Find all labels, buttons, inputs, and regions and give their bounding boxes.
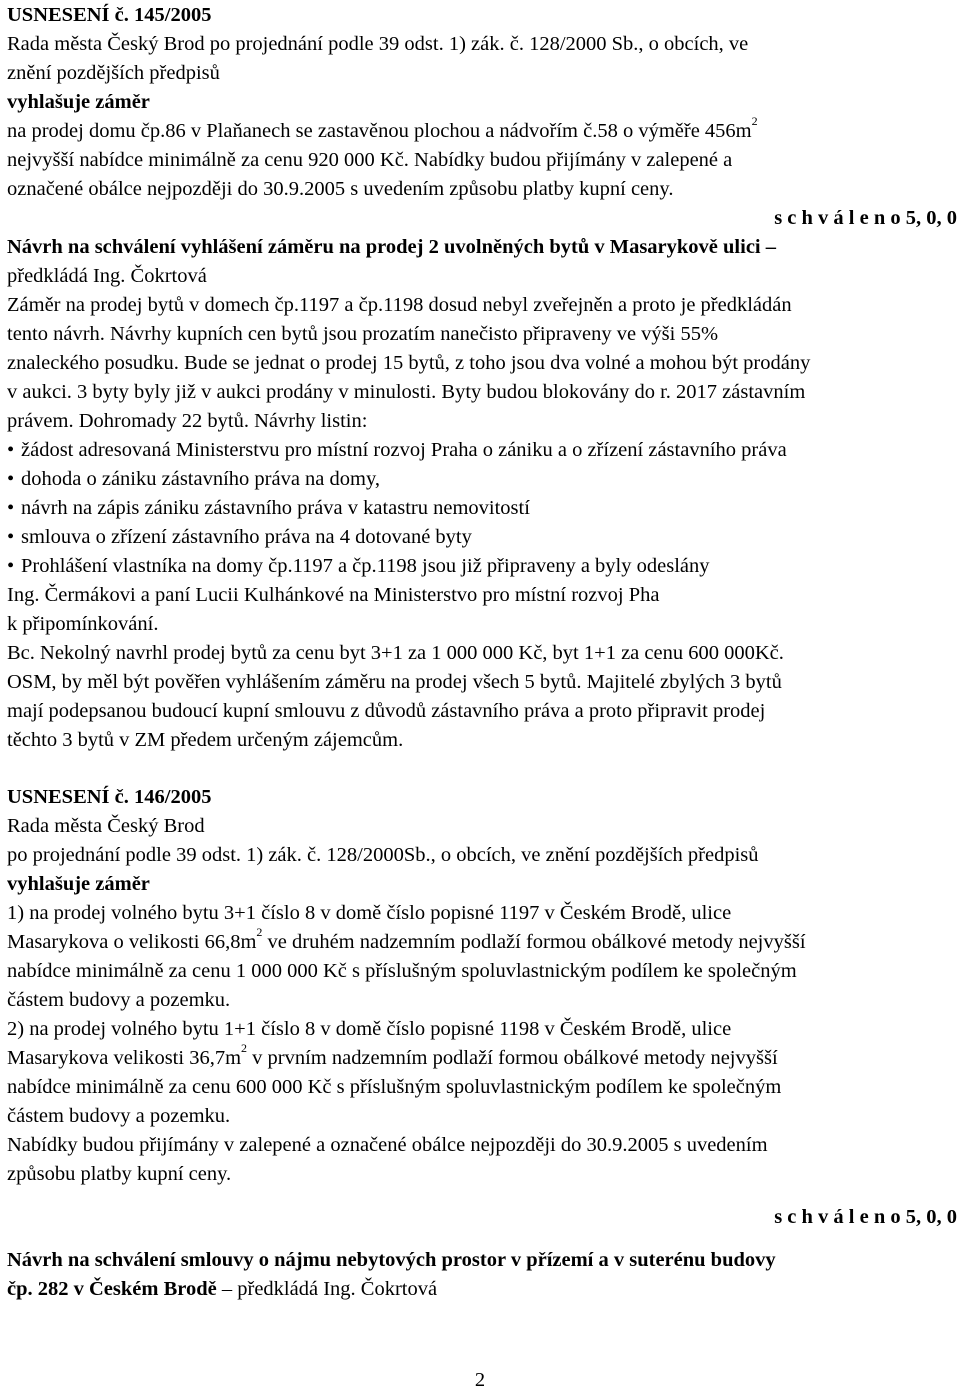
spacer [7, 1189, 957, 1203]
resolution-145 [7, 1, 957, 233]
spacer [7, 755, 957, 783]
body-line: právem. Dohromady 22 bytů. Návrhy listin: [7, 410, 368, 432]
area-line [7, 925, 957, 957]
body-line: označené obálce nejpozději do 30.9.2005 s uvedením způsobu platby kupní ceny. [7, 178, 674, 200]
area-text: Masarykova velikosti 36,7m [7, 1047, 242, 1069]
body-line: Nabídky budou přijímány v zalepené a označené obálce nejpozději do 30.9.2005 s uvedením [7, 1134, 768, 1156]
item-line: 2) na prodej volného bytu 1+1 číslo 8 v domě číslo popisné 1198 v Českém Brodě, ulice [7, 1018, 732, 1040]
area-line [7, 114, 957, 146]
body-line: částem budovy a pozemku. [7, 989, 231, 1011]
body-line: znění pozdějších předpisů [7, 62, 220, 84]
proposal-lease [7, 1246, 957, 1304]
superscript: 2 [256, 925, 263, 939]
area-text-rest: v prvním nadzemním podlaží formou obálkové metody nejvyšší [247, 1047, 778, 1069]
list-item: • Prohlášení vlastníka na domy čp.1197 a čp.1198 jsou již připraveny a byly odeslány [7, 552, 957, 581]
body-line: mají podepsanou budoucí kupní smlouvu z důvodů zástavního práva a proto připravit prodej [7, 700, 766, 722]
area-text: Masarykova o velikosti 66,8m [7, 931, 257, 953]
body-line: nabídce minimálně za cenu 600 000 Kč s příslušným spoluvlastnickým podílem ke společným [7, 1076, 782, 1098]
presenter-text: – předkládá Ing. Čokrtová [216, 1278, 438, 1300]
body-line: k připomínkování. [7, 613, 159, 635]
body-line: částem budovy a pozemku. [7, 1105, 231, 1127]
building-reference: čp. 282 v Českém Brodě [7, 1278, 217, 1300]
list-item: • žádost adresovaná Ministerstvu pro místní rozvoj Praha o zániku a o zřízení zástavního práva [7, 436, 957, 465]
resolution-title: USNESENÍ č. 145/2005 [7, 4, 212, 26]
resolution-title: USNESENÍ č. 146/2005 [7, 786, 212, 808]
list-item: • návrh na zápis zániku zástavního práva v katastru nemovitostí [7, 494, 957, 523]
body-line: Rada města Český Brod po projednání podle 39 odst. 1) zák. č. 128/2000 Sb., o obcích, ve [7, 33, 749, 55]
body-line: způsobu platby kupní ceny. [7, 1163, 232, 1185]
body-line: OSM, by měl být pověřen vyhlášením záměru na prodej všech 5 bytů. Majitelé zbylých 3 bytů [7, 671, 782, 693]
resolution-146 [7, 783, 957, 1232]
body-line: nabídce minimálně za cenu 1 000 000 Kč s příslušným spoluvlastnickým podílem ke společným [7, 960, 797, 982]
body-line: znaleckého posudku. Bude se jednat o prodej 15 bytů, z toho jsou dva volné a mohou být prodány [7, 352, 811, 374]
page-number: 2 [474, 1369, 486, 1391]
approval-status: s c h v á l e n o 5, 0, 0 [774, 1206, 957, 1228]
approval-status: s c h v á l e n o 5, 0, 0 [774, 207, 957, 229]
body-line: Záměr na prodej bytů v domech čp.1197 a čp.1198 dosud nebyl zveřejněn a proto je předkládán [7, 294, 792, 316]
proposal-heading-continued [7, 1275, 957, 1304]
body-line: tento návrh. Návrhy kupních cen bytů jsou prozatím nanečisto připraveny ve výši 55% [7, 323, 719, 345]
area-line [7, 1041, 957, 1073]
superscript: 2 [751, 114, 758, 128]
proposal-heading: Návrh na schválení smlouvy o nájmu nebytových prostor v přízemí a v suterénu budovy [7, 1249, 776, 1271]
declares-label: vyhlašuje záměr [7, 91, 150, 113]
body-line: Bc. Nekolný navrhl prodej bytů za cenu byt 3+1 za 1 000 000 Kč, byt 1+1 za cenu 600 000Kč. [7, 642, 784, 664]
body-line: těchto 3 bytů v ZM předem určeným zájemcům. [7, 729, 404, 751]
presenter-line: předkládá Ing. Čokrtová [7, 265, 207, 287]
body-line: po projednání podle 39 odst. 1) zák. č. 128/2000Sb., o obcích, ve znění pozdějších předpisů [7, 844, 759, 866]
body-line: v aukci. 3 byty byly již v aukci prodány v minulosti. Byty budou blokovány do r. 2017 zástavním [7, 381, 806, 403]
item-line: 1) na prodej volného bytu 3+1 číslo 8 v domě číslo popisné 1197 v Českém Brodě, ulice [7, 902, 732, 924]
area-text: na prodej domu čp.86 v Plaňanech se zastavěnou plochou a nádvořím č.58 o výměře 456m [7, 120, 752, 142]
body-line: nejvyšší nabídce minimálně za cenu 920 000 Kč. Nabídky budou přijímány v zalepené a [7, 149, 733, 171]
body-line: Ing. Čermákovi a paní Lucii Kulhánkové na Ministerstvo pro místní rozvoj Pha [7, 584, 660, 606]
document-page [7, 1, 957, 1304]
area-text-rest: ve druhém nadzemním podlaží formou obálkové metody nejvyšší [262, 931, 806, 953]
list-item: • dohoda o zániku zástavního práva na domy, [7, 465, 957, 494]
proposal-heading: Návrh na schválení vyhlášení záměru na prodej 2 uvolněných bytů v Masarykově ulici – [7, 236, 776, 258]
list-item: • smlouva o zřízení zástavního práva na 4 dotované byty [7, 523, 957, 552]
proposal-apartments [7, 233, 957, 755]
declares-label: vyhlašuje záměr [7, 873, 150, 895]
body-line: Rada města Český Brod [7, 815, 205, 837]
superscript: 2 [241, 1041, 248, 1055]
spacer [7, 1232, 957, 1246]
